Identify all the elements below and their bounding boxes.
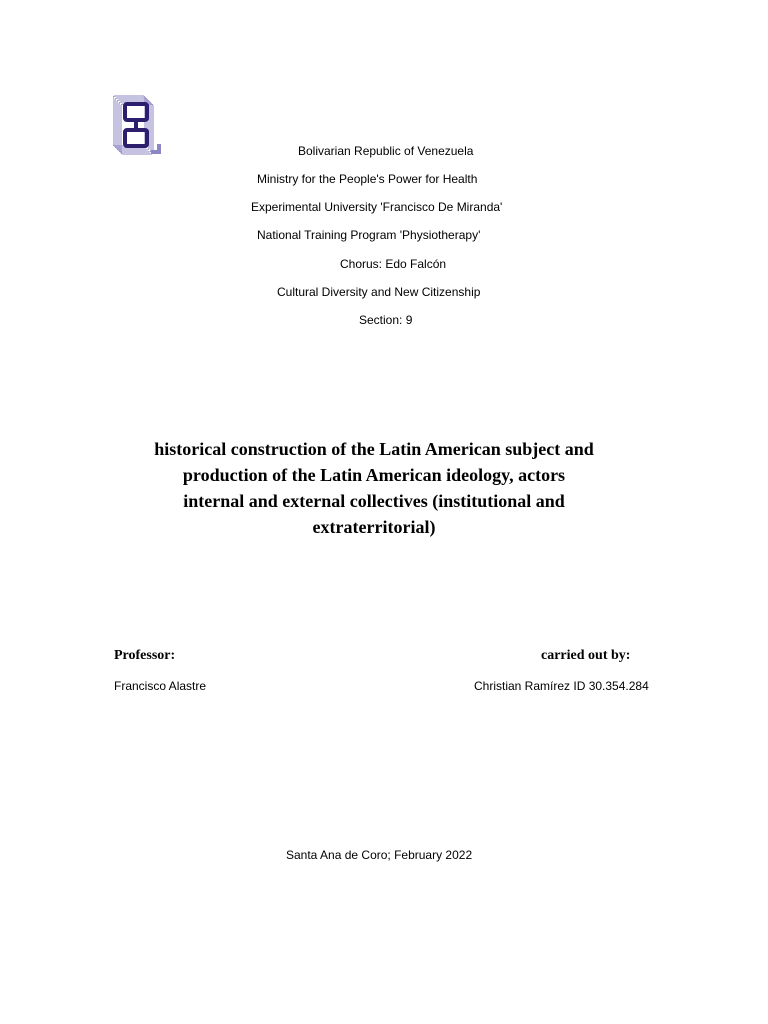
header-line-course: Cultural Diversity and New Citizenship — [277, 285, 481, 299]
header-line-section: Section: 9 — [359, 313, 413, 327]
title-line: historical construction of the Latin American subject and — [154, 439, 594, 459]
header-line-university: Experimental University 'Francisco De Miranda' — [251, 200, 503, 214]
author-label: carried out by: — [541, 648, 631, 663]
header-line-country: Bolivarian Republic of Venezuela — [298, 144, 474, 158]
document-title — [120, 436, 628, 540]
title-line: production of the Latin American ideology, actors — [182, 465, 566, 485]
university-logo-icon — [113, 94, 163, 158]
professor-name: Francisco Alastre — [114, 679, 207, 693]
author-name: Christian Ramírez ID 30.354.284 — [474, 679, 649, 693]
header-line-program: National Training Program 'Physiotherapy' — [257, 228, 481, 242]
title-line: internal and external collectives (institutional and — [183, 491, 565, 511]
header-line-ministry: Ministry for the People's Power for Health — [257, 172, 478, 186]
place-date: Santa Ana de Coro; February 2022 — [286, 848, 473, 862]
header-line-chorus: Chorus: Edo Falcón — [340, 257, 447, 271]
professor-label: Professor: — [114, 648, 176, 663]
title-line: extraterritorial) — [312, 517, 436, 537]
